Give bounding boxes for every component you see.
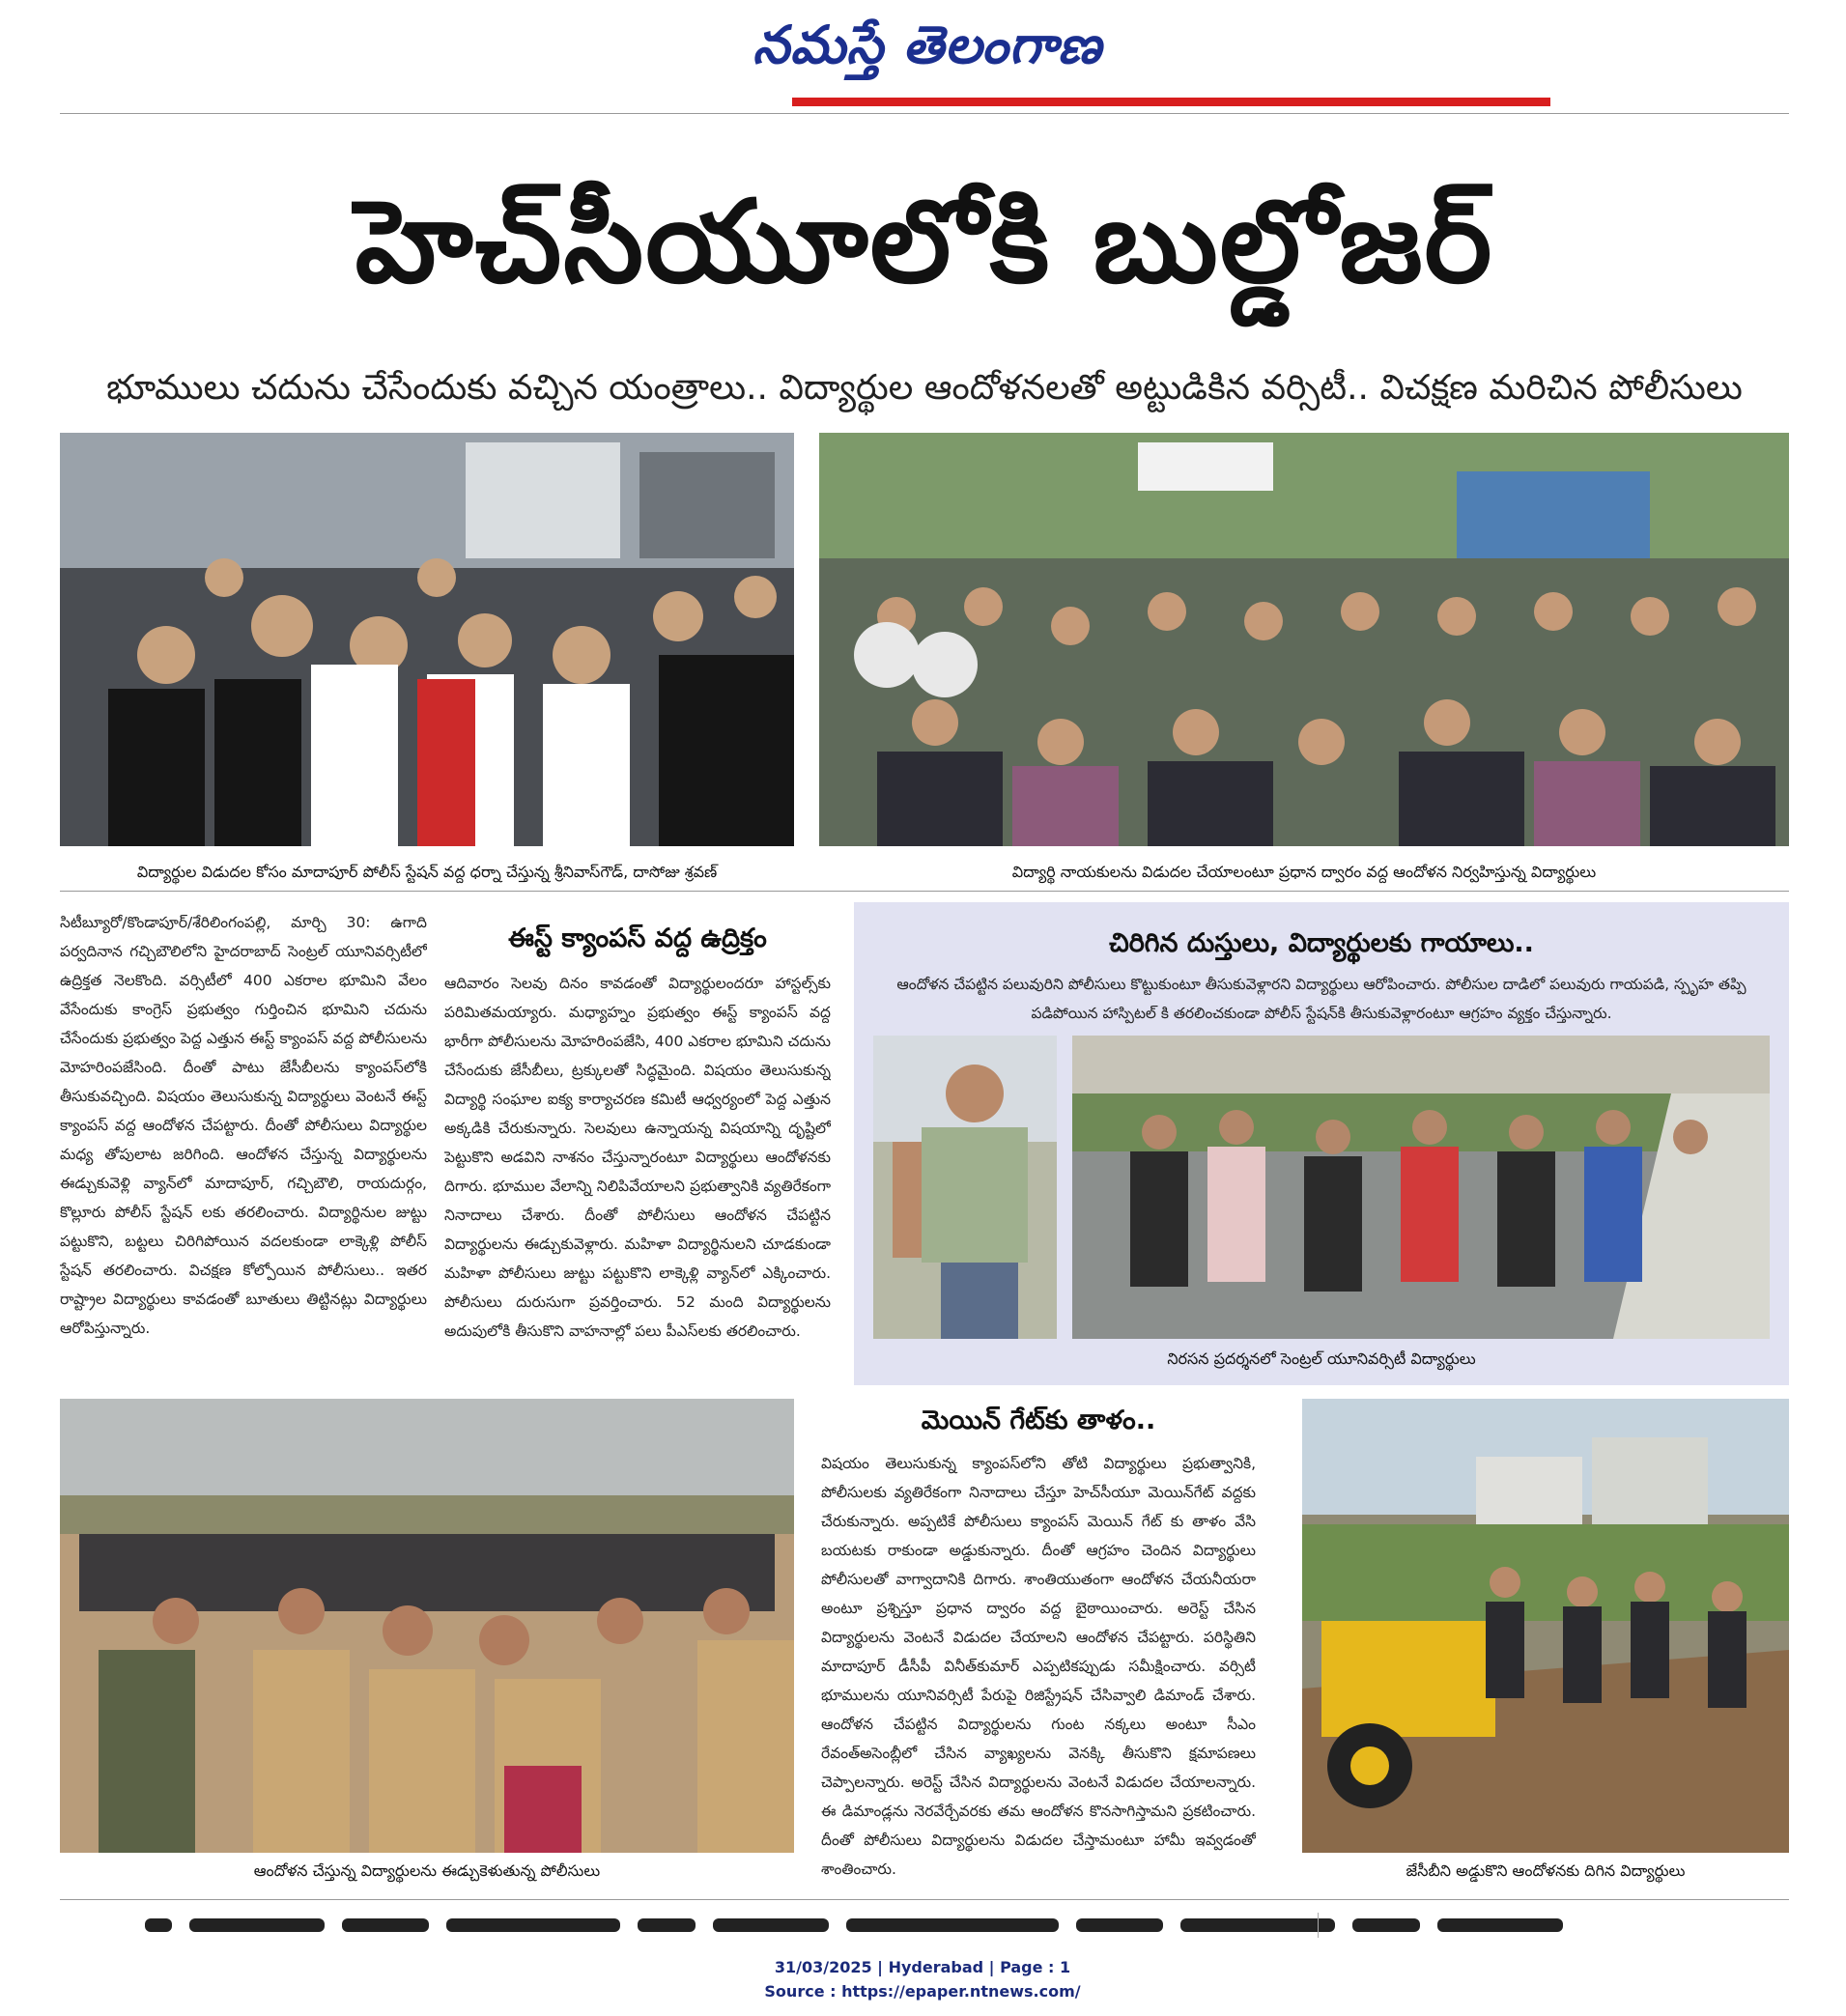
footer-source-link[interactable]: Source : https://epaper.ntnews.com/ — [764, 1982, 1081, 2001]
photo6-caption: జేసీబీని అడ్డుకొని ఆందోళనకు దిగిన విద్యార్థులు — [1406, 1861, 1686, 1880]
photo-protest-march — [1072, 1036, 1770, 1339]
boxed-story-injuries — [854, 902, 1789, 1385]
photo-torn-shirt — [873, 1036, 1057, 1339]
footer-date-edition: 31/03/2025 | Hyderabad | Page : 1 — [774, 1958, 1071, 1976]
photo-police-illustration — [60, 1399, 794, 1853]
article-east-campus: ఆదివారం సెలవు దినం కావడంతో విద్యార్థులందరూ హాస్టల్స్‌కు పరిమితమయ్యారు. మధ్యాహ్నం ప్రభుత్వం ఈస్ట్ క్యాంపస్ వద్ద భారీగా పోలీసులను మోహరింపజేసి, 400 ఎకరాల భూమిని చదును చేసేందుకు జేసీబీలు, ట్రక్కులతో సిద్ధమైంది. విషయం తెలుసుకున్న విద్యార్థి సంఘాల ఐక్య కార్యాచరణ కమిటీ ఆధ్వర్యంలో పెద్ద ఎత్తున అక్కడికి చేరుకున్నారు. సెలవులు ఉన్నాయన్న విషయాన్ని దృష్టిలో పెట్టుకొని అడవిని నాశనం చేస్తున్నారంటూ విద్యార్థులు ఆందోళనకు దిగారు. భూముల వేలాన్ని నిలిపివేయాలని ప్రభుత్వానికి వ్యతిరేకంగా నినాదాలు చేశారు. దీంతో పోలీసులు ఆందోళన చేపట్టిన విద్యార్థులను ఈడ్చుకువెళ్లారు. మహిళా విద్యార్థినులని చూడకుండా మహిళా పోలీసులు జుట్టు పట్టుకొని లాక్కెళ్లి వ్యాన్‌లో ఎక్కించారు. పోలీసులు దురుసుగా ప్రవర్తించారు. 52 మంది విద్యార్థులను అదుపులోకి తీసుకొని వాహనాల్లో పలు పీఎస్‌లకు తరలించారు. — [444, 975, 831, 1340]
photo-jcb-illustration — [1302, 1399, 1789, 1853]
photo-main-gate-protest — [819, 433, 1789, 846]
masthead-red-rule — [792, 98, 1550, 106]
photo-police-dragging — [60, 1399, 794, 1853]
cutoff-next-story — [145, 1917, 1787, 1937]
cutoff-column-rule — [1318, 1913, 1319, 1938]
photo-crowd-illustration-2 — [819, 433, 1789, 846]
article-main-gate: విషయం తెలుసుకున్న క్యాంపస్‌లోని తోటి విద్యార్థులు ప్రభుత్వానికి, పోలీసులకు వ్యతిరేకంగా నినాదాలు చేస్తూ హెచ్‌సీయూ మెయిన్‌గేట్ వద్దకు చేరుకున్నారు. అప్పటికే పోలీసులు క్యాంపస్ మెయిన్ గేట్ కు తాళం వేసి బయటకు రాకుండా అడ్డుకున్నారు. దీంతో ఆగ్రహం చెందిన విద్యార్థులు పోలీసులతో వాగ్వాదానికి దిగారు. శాంతియుతంగా ఆందోళన చేయనీయరా అంటూ ప్రశ్నిస్తూ ప్రధాన ద్వారం వద్ద బైఠాయించారు. అరెస్ట్ చేసిన విద్యార్థులను వెంటనే విడుదల చేయాలని ఆందోళన చేపట్టారు. పరిస్థితిని మాదాపూర్ డీసీపీ వినీత్‌కుమార్ ఎప్పటికప్పుడు సమీక్షించారు. వర్సిటీ భూములను యూనివర్సిటీ పేరుపై రిజిస్ట్రేషన్ చేసివ్వాలి డిమాండ్ చేశారు. ఆందోళన చేపట్టిన విద్యార్థులను గుంట నక్కలు అంటూ సీఎం రేవంత్‌అసెంబ్లీలో చేసిన వ్యాఖ్యలను వెనక్కి తీసుకొని క్షమాపణలు చెప్పాలన్నారు. అరెస్ట్ చేసిన విద్యార్థులను వెంటనే విడుదల చేయాలన్నారు. ఈ డిమాండ్లను నెరవేర్చేవరకు తమ ఆందోళన కొనసాగిస్తామని ప్రకటించారు. దీంతో పోలీసులు విద్యార్థులను విడుదల చేస్తామంటూ హామీ ఇవ్వడంతో శాంతించారు. — [821, 1455, 1256, 1878]
photo-student-illustration — [873, 1036, 1057, 1339]
boxed-text: ఆందోళన చేపట్టిన పలువురిని పోలీసులు కొట్టుకుంటూ తీసుకువెళ్లారని విద్యార్థులు ఆరోపించారు. పోలీసుల దాడిలో పలువురు గాయపడి, స్పృహ తప్పి పడిపోయిన హాస్పిటల్ కి తరలించకుండా పోలీస్ స్టేషన్‌కి తీసుకువెళ్లారంటూ ఆగ్రహం వ్యక్తం చేస్తున్నారు. — [896, 976, 1747, 1022]
caption-divider — [60, 891, 1789, 892]
photo-police-station-dharna — [60, 433, 794, 846]
article2-title: ఈస్ట్ క్యాంపస్ వద్ద ఉద్రిక్తం — [508, 923, 767, 953]
photo-march-illustration — [1072, 1036, 1770, 1339]
top-divider — [60, 113, 1789, 114]
masthead-logo: నమస్తే తెలంగాణ — [753, 14, 1102, 75]
article-main-story: సిటీబ్యూరో/కొండాపూర్/శేరిలింగంపల్లి, మార్చి 30: ఉగాది పర్వదినాన గచ్చిబౌలిలోని హైదరాబాద్ సెంట్రల్ యూనివర్సిటీలో ఉద్రిక్తత నెలకొంది. వర్సిటీలో 400 ఎకరాల భూమిని వేలం వేసేందుకు కాంగ్రెస్ ప్రభుత్వం గుర్తించిన భూమిని చదును చేసేందుకు ప్రభుత్వం పెద్ద ఎత్తున ఈస్ట్ క్యాంపస్ వద్ద పోలీసులను మోహరింపజేసింది. దీంతో పాటు జేసీబీలను క్యాంపస్‌లోకి తీసుకువచ్చింది. విషయం తెలుసుకున్న విద్యార్థులు వెంటనే ఈస్ట్ క్యాంపస్ వద్ద ఆందోళన చేపట్టారు. దీంతో పోలీసులు విద్యార్థుల మధ్య తోపులాట జరిగింది. ఆందోళన చేస్తున్న విద్యార్థులను ఈడ్చుకువెళ్లి వ్యాన్‌లో మాదాపూర్, గచ్చిబౌలి, రాయదుర్గం, కొల్లూరు పోలీస్ స్టేషన్ లకు తరలించారు. విద్యార్థినుల జుట్టు పట్టుకొని, బట్టలు చిరిగిపోయిన వదలకుండా లాక్కెళ్లి పోలీస్ స్టేషన్ తరలించారు. విచక్షణ కోల్పోయిన పోలీసులు.. ఇతర రాష్ట్రాల విద్యార్థులు కావడంతో బూతులు తిట్టినట్లు విద్యార్థులు ఆరోపిస్తున్నారు. — [60, 914, 427, 1337]
photo1-caption: విద్యార్థుల విడుదల కోసం మాదాపూర్ పోలీస్ స్టేషన్ వద్ద ధర్నా చేస్తున్న శ్రీనివాస్‌గౌడ్, దాసోజు శ్రవణ్ — [136, 863, 718, 881]
boxed-title: చిరిగిన దుస్తులు, విద్యార్థులకు గాయాలు.. — [1109, 928, 1534, 958]
article3-title: మెయిన్ గేట్‌కు తాళం.. — [921, 1406, 1156, 1435]
boxed-caption: నిరసన ప్రదర్శనలో సెంట్రల్ యూనివర్సిటీ విద్యార్థులు — [1167, 1349, 1476, 1368]
bottom-divider — [60, 1899, 1789, 1900]
photo2-caption: విద్యార్థి నాయకులను విడుదల చేయాలంటూ ప్రధాన ద్వారం వద్ద ఆందోళన నిర్వహిస్తున్న విద్యార్థులు — [1011, 863, 1597, 881]
photo5-caption: ఆందోళన చేస్తున్న విద్యార్థులను ఈడ్చుకెళుతున్న పోలీసులు — [253, 1861, 601, 1880]
photo-crowd-illustration-1 — [60, 433, 794, 846]
photo-jcb-blocked — [1302, 1399, 1789, 1853]
page-subheadline: భూములు చదును చేసేందుకు వచ్చిన యంత్రాలు.. విద్యార్థుల ఆందోళనలతో అట్టుడికిన వర్సిటీ.. విచక్షణ మరిచిన పోలీసులు — [106, 368, 1743, 408]
page-headline: హెచ్‌సీయూలోకి బుల్డోజర్ — [355, 175, 1494, 308]
